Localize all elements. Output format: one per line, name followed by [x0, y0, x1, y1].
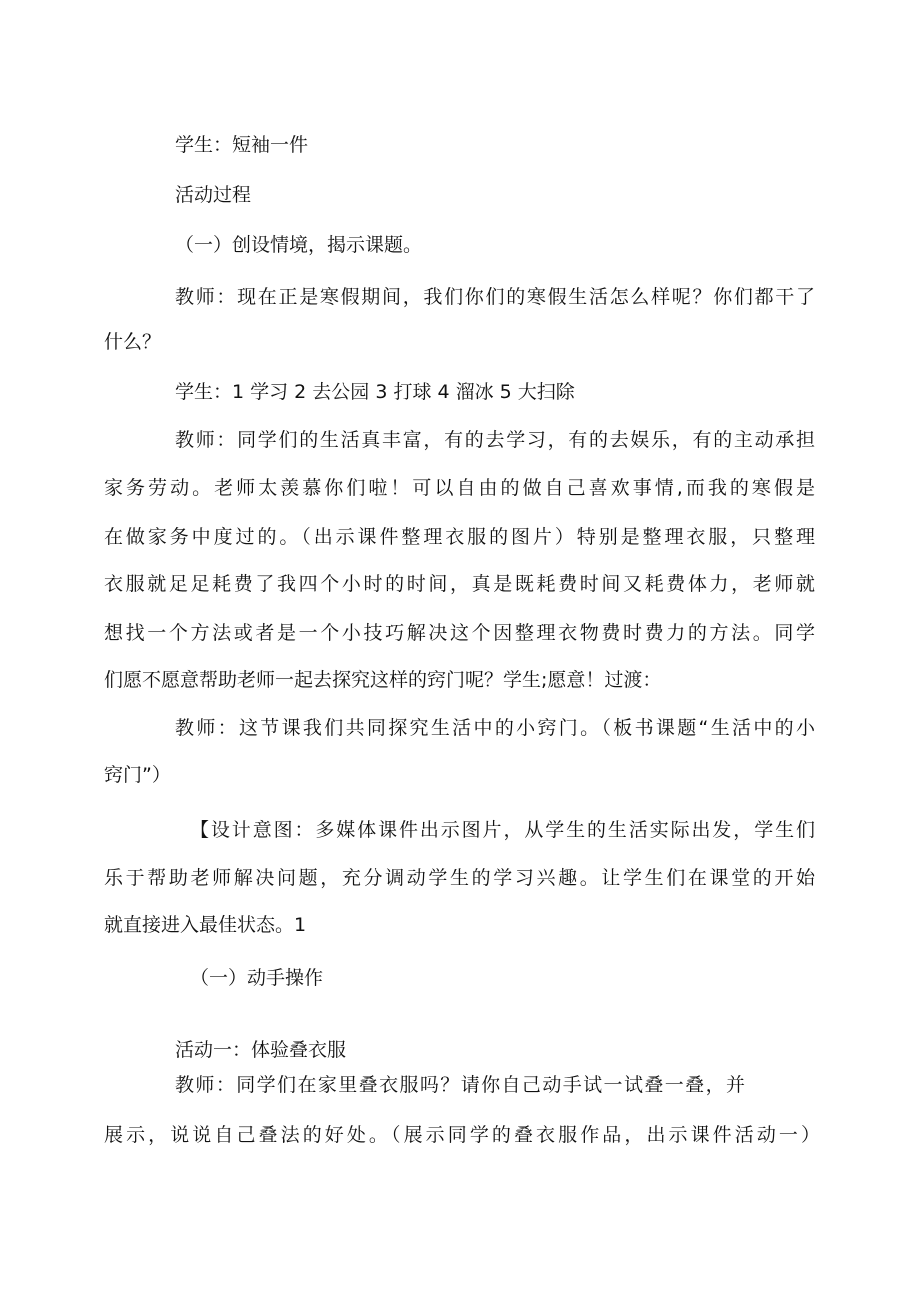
paragraph-line: 家务劳动。老师太羡慕你们啦！可以自由的做自己喜欢事情,而我的寒假是: [104, 477, 815, 499]
process-heading: 活动过程: [175, 184, 252, 206]
paragraph-line: 教师：同学们的生活真丰富，有的去学习，有的去娱乐，有的主动承担: [175, 429, 815, 451]
paragraph-line: 教师：这节课我们共同探究生活中的小窍门。（板书课题“生活中的小: [175, 717, 815, 739]
paragraph-line: 衣服就足足耗费了我四个小时的时间，真是既耗费时间又耗费体力，老师就: [104, 573, 815, 595]
student-answers: 学生：1 学习 2 去公园 3 打球 4 溜冰 5 大扫除: [175, 381, 575, 403]
paragraph-line: 在做家务中度过的。（出示课件整理衣服的图片）特别是整理衣服，只整理: [104, 526, 815, 548]
section2-heading: （一）动手操作: [190, 967, 324, 989]
design-intent-line: 【设计意图：多媒体课件出示图片，从学生的生活实际出发，学生们: [190, 819, 815, 841]
paragraph-line: 想找一个方法或者是一个小技巧解决这个因整理衣物费时费力的方法。同学: [104, 622, 815, 644]
design-intent-line: 就直接进入最佳状态。1: [104, 914, 307, 936]
paragraph-line: 教师：同学们在家里叠衣服吗？请你自己动手试一试叠一叠，并: [175, 1074, 745, 1096]
paragraph-line: 什么？: [104, 331, 162, 353]
paragraph-line: 们愿不愿意帮助老师一起去探究这样的窍门呢？学生;愿意！过渡：: [104, 669, 662, 691]
design-intent-line: 乐于帮助老师解决问题，充分调动学生的学习兴趣。让学生们在课堂的开始: [104, 867, 815, 889]
paragraph-line: 展示，说说自己叠法的好处。（展示同学的叠衣服作品，出示课件活动一）: [104, 1124, 820, 1146]
paragraph-line: 窍门”）: [104, 764, 171, 786]
section1-heading: （一）创设情境，揭示课题。: [175, 234, 423, 256]
paragraph-line: 教师：现在正是寒假期间，我们你们的寒假生活怎么样呢？你们都干了: [175, 286, 815, 308]
materials-student: 学生：短袖一件: [175, 134, 309, 156]
activity1-heading: 活动一：体验叠衣服: [175, 1039, 347, 1061]
